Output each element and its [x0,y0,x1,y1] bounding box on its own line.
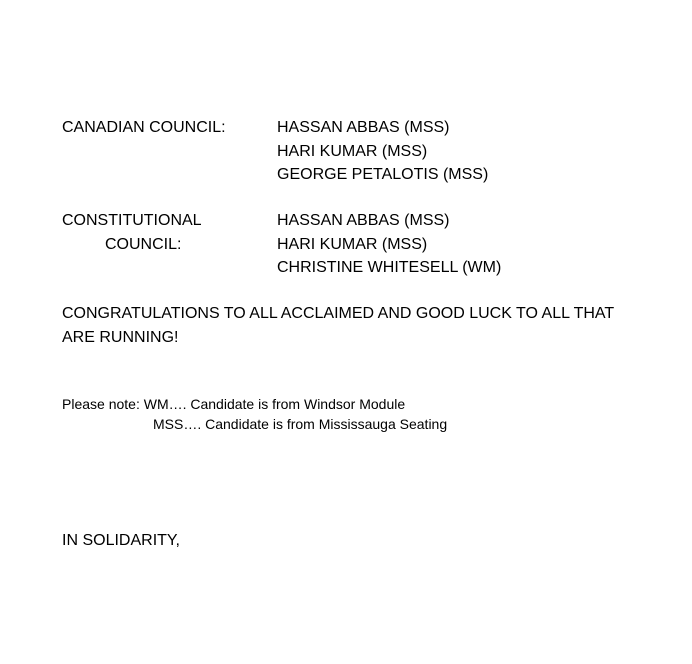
constitutional-council-member: HASSAN ABBAS (MSS) [277,212,450,229]
constitutional-council-member: HARI KUMAR (MSS) [277,236,428,253]
constitutional-council-label-line1: CONSTITUTIONAL [62,212,202,229]
canadian-council-member: HASSAN ABBAS (MSS) [277,119,450,136]
note-line1: Please note: WM…. Candidate is from Windsor Module [62,396,406,412]
canadian-council-label: CANADIAN COUNCIL: [62,119,226,136]
canadian-council-member: HARI KUMAR (MSS) [277,143,428,160]
canadian-council-member: GEORGE PETALOTIS (MSS) [277,166,489,183]
closing-text: IN SOLIDARITY, [62,532,180,549]
constitutional-council-member: CHRISTINE WHITESELL (WM) [277,259,502,276]
constitutional-council-label-line2: COUNCIL: [105,236,182,253]
congratulations-line1: CONGRATULATIONS TO ALL ACCLAIMED AND GOOD LUCK TO ALL THAT [62,305,615,322]
congratulations-line2: ARE RUNNING! [62,329,179,346]
note-line2: MSS…. Candidate is from Mississauga Seating [153,416,448,432]
